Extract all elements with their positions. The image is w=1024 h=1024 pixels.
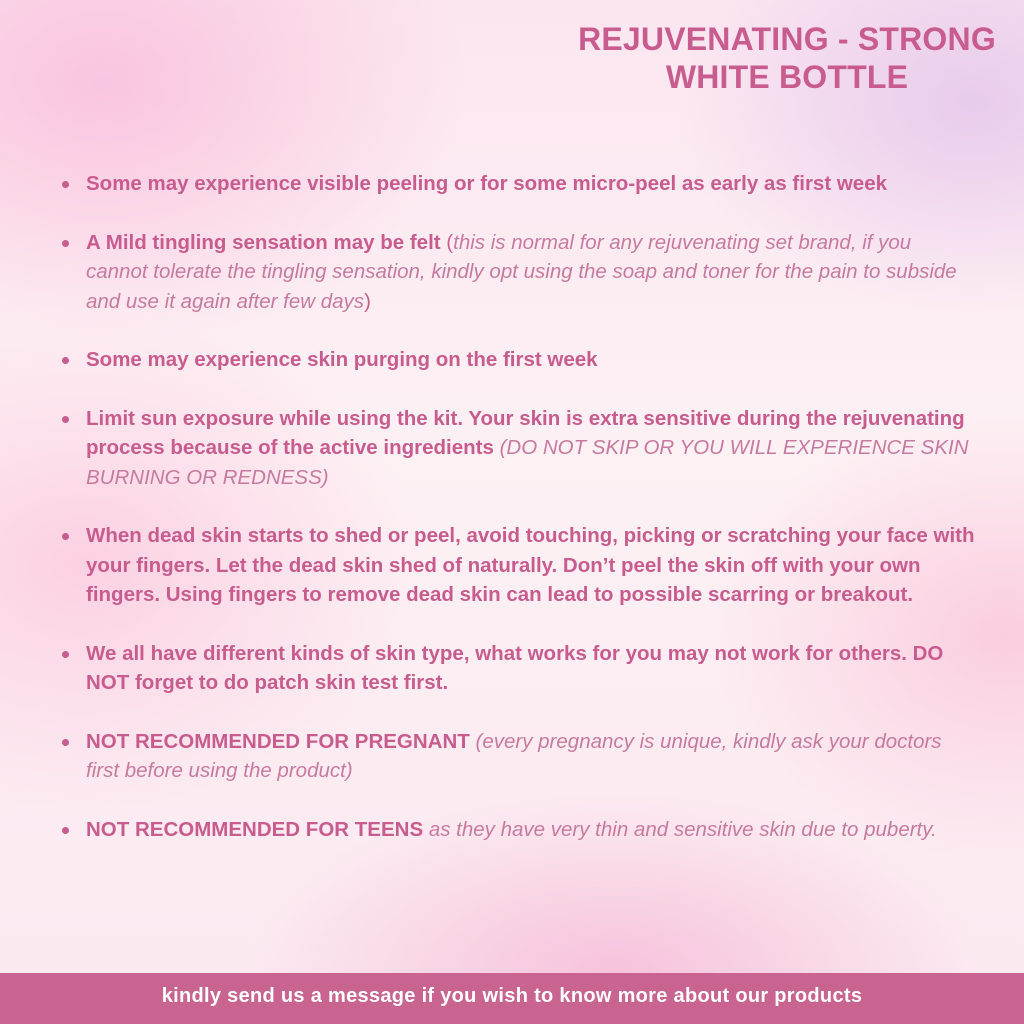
- list-item: [62, 228, 977, 317]
- tips-list: [62, 169, 977, 873]
- list-item: [62, 639, 977, 698]
- item-bold-text: Some may experience visible peeling or for some micro-peel as early as first week: [86, 172, 888, 195]
- item-bold-text: We all have different kinds of skin type, what works for you may not work for others. DO NOT forget to do patch skin test first.: [86, 641, 944, 694]
- footer-text: kindly send us a message if you wish to know more about our products: [161, 985, 863, 1007]
- bullet-icon: [62, 739, 69, 746]
- list-item: [62, 727, 977, 786]
- item-bold-text: Limit sun exposure while using the kit. Your skin is extra sensitive during the rejuvenating process because of the active ingredients: [86, 406, 965, 459]
- bullet-icon: [62, 240, 69, 247]
- list-item: [62, 404, 977, 493]
- item-italic-note: (DO NOT SKIP OR YOU WILL EXPERIENCE SKIN BURNING OR REDNESS): [86, 436, 969, 489]
- item-bold-text: A Mild tingling sensation may be felt: [86, 230, 441, 254]
- list-item: [62, 815, 977, 845]
- page-title: [560, 20, 1014, 96]
- item-italic-note: this is normal for any rejuvenating set brand, if you cannot tolerate the tingling sensation, kindly opt using the soap and toner for the pain to subside and use it again after few days: [86, 230, 957, 313]
- footer-banner: [0, 973, 1024, 1024]
- item-bold-text: When dead skin starts to shed or peel, avoid touching, picking or scratching your face with your fingers. Let the dead skin shed of naturally. Don’t peel the skin off with your own fingers. Using fingers to remove dead skin can lead to possible scarring or breakout.: [86, 524, 975, 606]
- bullet-icon: [62, 651, 69, 658]
- title-line-2: WHITE BOTTLE: [665, 59, 909, 95]
- list-item: [62, 345, 977, 375]
- bullet-icon: [62, 357, 69, 364]
- bullet-icon: [62, 533, 69, 540]
- item-italic-note: as they have very thin and sensitive skin due to puberty.: [423, 817, 937, 841]
- item-italic-note: (every pregnancy is unique, kindly ask your doctors first before using the product): [86, 729, 942, 782]
- item-paren-open: (: [440, 230, 454, 254]
- item-bold-text: Some may experience skin purging on the first week: [86, 348, 598, 371]
- bullet-icon: [62, 181, 69, 188]
- item-paren-close: ): [364, 289, 371, 313]
- bullet-icon: [62, 827, 69, 834]
- bullet-icon: [62, 416, 69, 423]
- title-line-1: REJUVENATING - STRONG: [578, 21, 996, 57]
- list-item: [62, 169, 977, 199]
- list-item: [62, 521, 977, 610]
- item-bold-text: NOT RECOMMENDED FOR PREGNANT: [86, 729, 470, 753]
- item-bold-text: NOT RECOMMENDED FOR TEENS: [86, 817, 424, 841]
